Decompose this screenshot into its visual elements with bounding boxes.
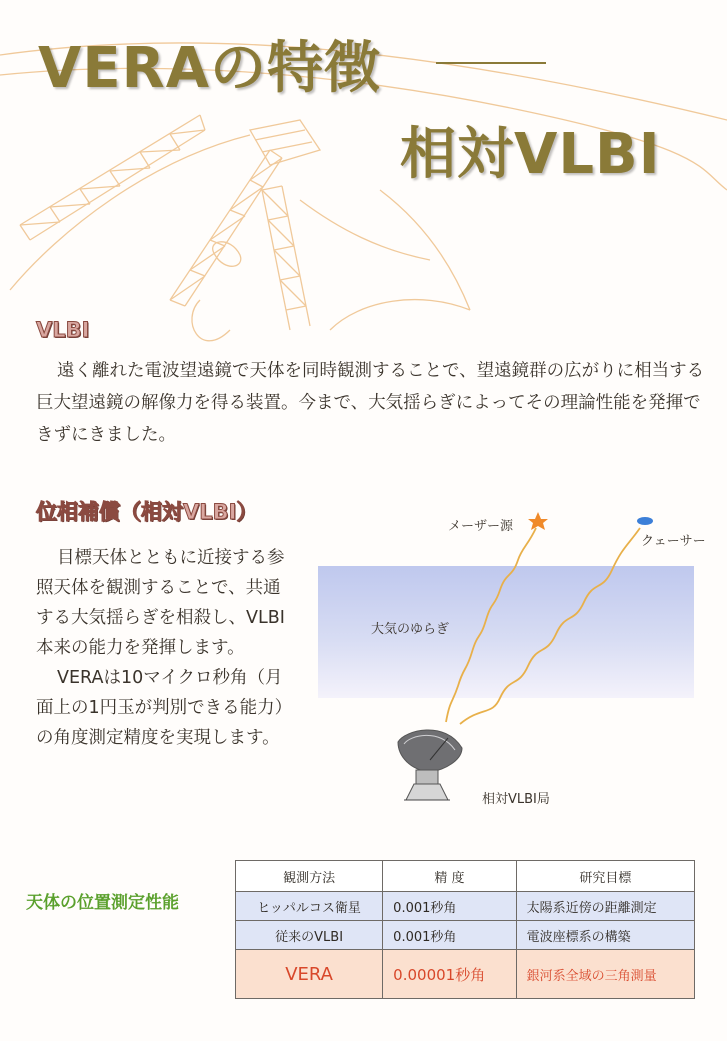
- quasar-ellipse-icon: [637, 517, 653, 525]
- table-header-row: [236, 861, 695, 892]
- cell-method: ヒッパルコス衛星: [236, 892, 383, 921]
- phase-paragraph-2: VERAは10マイクロ秒角（月面上の1円玉が判別できる能力）の角度測定精度を実現します。: [36, 668, 284, 748]
- cell-accuracy: 0.001秒角: [383, 921, 516, 950]
- quasar-signal-wave: [460, 528, 640, 724]
- table-row: [236, 892, 695, 921]
- maser-signal-wave: [446, 528, 536, 722]
- performance-table-title: 天体の位置測定性能: [26, 893, 179, 913]
- quasar-label: クェーサー: [641, 534, 706, 549]
- header-method: 観測方法: [236, 861, 383, 892]
- cell-goal: 太陽系近傍の距離測定: [516, 892, 694, 921]
- table-row: [236, 921, 695, 950]
- maser-label: メーザー源: [448, 519, 514, 534]
- header-accuracy: 精 度: [383, 861, 516, 892]
- star-icon: [528, 512, 548, 530]
- vlbi-description: 遠く離れた電波望遠鏡で天体を同時観測することで、望遠鏡群の広がりに相当する巨大望遠鏡の解像力を得る装置。今まで、大気揺らぎによってその理論性能を発揮できずにきました。: [36, 361, 705, 445]
- page-title: VERAの特徴: [38, 36, 382, 101]
- table-row-highlight: [236, 950, 695, 999]
- page-subtitle: 相対VLBI: [400, 122, 661, 187]
- atmosphere-label: 大気のゆらぎ: [371, 622, 450, 637]
- header-goal: 研究目標: [516, 861, 694, 892]
- cell-goal: 銀河系全域の三角測量: [516, 950, 694, 999]
- cell-accuracy: 0.00001秒角: [383, 950, 516, 999]
- phase-paragraph-1: 目標天体とともに近接する参照天体を観測することで、共通する大気揺らぎを相殺し、VLBI本来の能力を発揮します。: [36, 548, 285, 658]
- cell-method: VERA: [236, 950, 383, 999]
- cell-method: 従来のVLBI: [236, 921, 383, 950]
- cell-accuracy: 0.001秒角: [383, 892, 516, 921]
- station-label: 相対VLBI局: [482, 792, 550, 807]
- phase-compensation-heading: 位相補償（相対VLBI）: [36, 500, 258, 524]
- performance-table: [235, 860, 695, 999]
- radio-telescope-icon: [398, 730, 462, 800]
- cell-goal: 電波座標系の構築: [516, 921, 694, 950]
- vlbi-heading: VLBI: [36, 318, 90, 342]
